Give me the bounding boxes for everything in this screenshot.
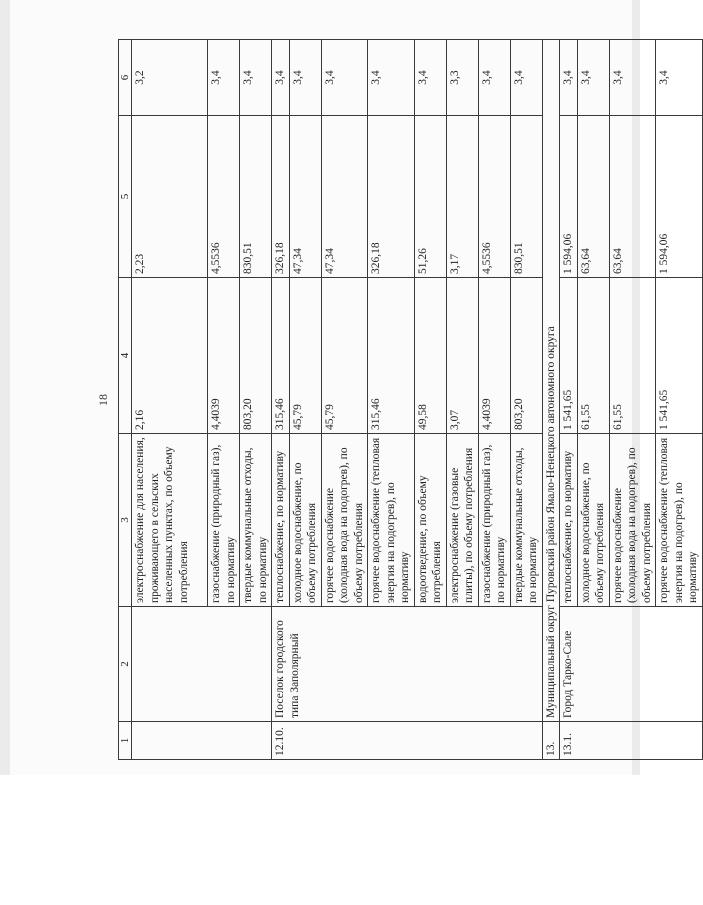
cell-value-col4: 61,55 bbox=[577, 278, 609, 434]
tariff-table bbox=[118, 39, 703, 760]
cell-value-col6: 3,4 bbox=[321, 40, 368, 116]
cell-value-col5: 326,18 bbox=[368, 116, 415, 278]
cell-service: горячее водоснабжение (холодная вода на подогрев), по объему потребления bbox=[321, 434, 368, 607]
cell-district-num: 13. bbox=[542, 722, 560, 760]
cell-locality-name: Поселок городского типа Заполярный bbox=[272, 607, 543, 722]
cell-value-col5: 830,51 bbox=[510, 116, 542, 278]
cell-value-col6: 3,4 bbox=[368, 40, 415, 116]
cell-service: горячее водоснабжение (тепловая энергия на подогрев), по нормативу bbox=[656, 434, 703, 607]
cell-value-col4: 45,79 bbox=[289, 278, 321, 434]
cell-value-col6: 3,2 bbox=[132, 40, 208, 116]
cell-value-col6: 3,4 bbox=[577, 40, 609, 116]
header-col-4: 4 bbox=[119, 278, 132, 434]
cell-service: газоснабжение (природный газ), по нормативу bbox=[478, 434, 510, 607]
cell-value-col4: 45,79 bbox=[321, 278, 368, 434]
cell-value-col5: 830,51 bbox=[240, 116, 272, 278]
cell-locality-num: 12.10. bbox=[272, 722, 543, 760]
cell-value-col6: 3,4 bbox=[208, 40, 240, 116]
cell-value-col5: 3,17 bbox=[446, 116, 478, 278]
cell-value-col6: 3,4 bbox=[510, 40, 542, 116]
cell-name-empty bbox=[132, 607, 272, 722]
header-col-5: 5 bbox=[119, 116, 132, 278]
cell-value-col4: 4,4039 bbox=[478, 278, 510, 434]
cell-service: горячее водоснабжение (тепловая энергия на подогрев), по нормативу bbox=[368, 434, 415, 607]
cell-value-col4: 803,20 bbox=[240, 278, 272, 434]
cell-value-col4: 49,58 bbox=[414, 278, 446, 434]
rotated-page-content bbox=[94, 40, 699, 760]
cell-service: горячее водоснабжение (холодная вода на подогрев), по объему потребления bbox=[609, 434, 656, 607]
cell-value-col6: 3,4 bbox=[609, 40, 656, 116]
cell-value-col5: 51,26 bbox=[414, 116, 446, 278]
cell-service: холодное водоснабжение, по объему потребления bbox=[577, 434, 609, 607]
cell-value-col5: 2,23 bbox=[132, 116, 208, 278]
cell-service: теплоснабжение, по нормативу bbox=[272, 434, 290, 607]
cell-num-empty bbox=[132, 722, 272, 760]
cell-value-col5: 4,5536 bbox=[478, 116, 510, 278]
cell-service: теплоснабжение, по нормативу bbox=[560, 434, 578, 607]
cell-service: холодное водоснабжение, по объему потребления bbox=[289, 434, 321, 607]
cell-value-col5: 63,64 bbox=[609, 116, 656, 278]
cell-service: водоотведение, по объему потребления bbox=[414, 434, 446, 607]
cell-value-col6: 3,4 bbox=[560, 40, 578, 116]
cell-value-col5: 47,34 bbox=[321, 116, 368, 278]
table-row bbox=[560, 40, 578, 760]
document-sheet bbox=[10, 0, 699, 775]
table-row bbox=[132, 40, 208, 760]
cell-service: твердые коммунальные отходы, по нормативу bbox=[240, 434, 272, 607]
cell-value-col4: 2,16 bbox=[132, 278, 208, 434]
cell-value-col6: 3,4 bbox=[240, 40, 272, 116]
cell-value-col5: 1 594,06 bbox=[560, 116, 578, 278]
cell-value-col5: 326,18 bbox=[272, 116, 290, 278]
cell-value-col6: 3,4 bbox=[414, 40, 446, 116]
cell-value-col4: 3,07 bbox=[446, 278, 478, 434]
cell-value-col4: 803,20 bbox=[510, 278, 542, 434]
cell-service: газоснабжение (природный газ), по нормативу bbox=[208, 434, 240, 607]
table-header-row bbox=[119, 40, 132, 760]
page-number: 18 bbox=[96, 394, 110, 406]
cell-value-col5: 1 594,06 bbox=[656, 116, 703, 278]
cell-locality-num: 13.1. bbox=[560, 722, 703, 760]
cell-value-col6: 3,3 bbox=[446, 40, 478, 116]
cell-district-name: Муниципальный округ Пуровский район Ямало-Ненецкого автономного округа bbox=[542, 40, 560, 722]
cell-value-col5: 47,34 bbox=[289, 116, 321, 278]
table-row bbox=[542, 40, 560, 760]
cell-value-col4: 315,46 bbox=[368, 278, 415, 434]
cell-value-col6: 3,4 bbox=[478, 40, 510, 116]
cell-value-col5: 63,64 bbox=[577, 116, 609, 278]
cell-service: электроснабжение для населения, проживающего в сельских населенных пунктах, по объему потребления bbox=[132, 434, 208, 607]
cell-value-col6: 3,4 bbox=[272, 40, 290, 116]
cell-value-col6: 3,4 bbox=[656, 40, 703, 116]
cell-value-col6: 3,4 bbox=[289, 40, 321, 116]
cell-service: твердые коммунальные отходы, по нормативу bbox=[510, 434, 542, 607]
cell-value-col5: 4,5536 bbox=[208, 116, 240, 278]
header-col-6: 6 bbox=[119, 40, 132, 116]
cell-locality-name: Город Тарко-Сале bbox=[560, 607, 703, 722]
cell-service: электроснабжение (газовые плиты), по объему потребления bbox=[446, 434, 478, 607]
header-col-3: 3 bbox=[119, 434, 132, 607]
cell-value-col4: 61,55 bbox=[609, 278, 656, 434]
header-col-2: 2 bbox=[119, 607, 132, 722]
cell-value-col4: 315,46 bbox=[272, 278, 290, 434]
cell-value-col4: 4,4039 bbox=[208, 278, 240, 434]
header-col-1: 1 bbox=[119, 722, 132, 760]
cell-value-col4: 1 541,65 bbox=[656, 278, 703, 434]
cell-value-col4: 1 541,65 bbox=[560, 278, 578, 434]
table-row bbox=[272, 40, 290, 760]
